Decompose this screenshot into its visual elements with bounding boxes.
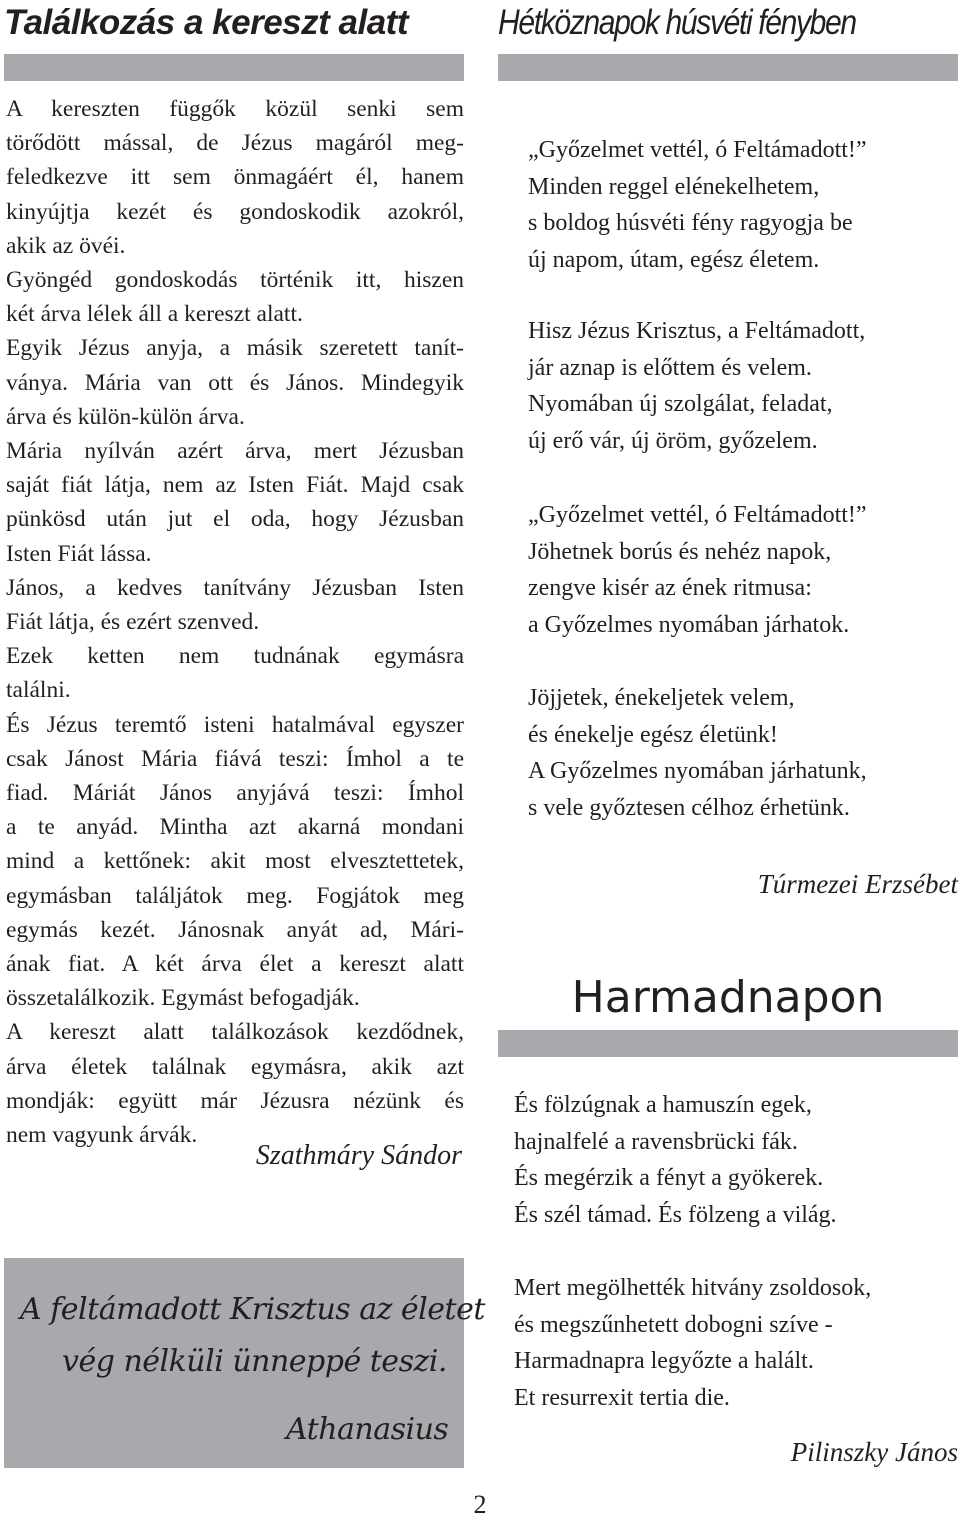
harmadnapon-title: Harmadnapon	[571, 972, 885, 1023]
poem-line: „Győzelmet vettél, ó Feltámadott!”	[528, 502, 867, 528]
quote-author: Athanasius	[286, 1412, 449, 1447]
body-line: Gyöngéd gondoskodás történik itt, hiszen	[6, 267, 464, 294]
quote-line-1: A feltámadott Krisztus az életet	[20, 1292, 485, 1327]
left-article-signature: Szathmáry Sándor	[255, 1140, 462, 1171]
body-line: És Jézus teremtő isteni hatalmával egyszer	[6, 711, 464, 738]
body-line: ványa. Mária van ott és János. Mindegyik	[6, 369, 464, 396]
body-line: kinyújtja kezét és gondoskodik azokról,	[6, 198, 464, 225]
poem-stanza	[514, 1087, 837, 1233]
poem-line: zengve kisér az ének ritmusa:	[528, 575, 812, 601]
poem-line: Nyomában új szolgálat, feladat,	[528, 391, 833, 417]
poem-stanza	[514, 1270, 871, 1416]
poem-line: Hisz Jézus Krisztus, a Feltámadott,	[528, 318, 866, 344]
poem-line: és énekelje egész életünk!	[528, 721, 778, 748]
poem-line: És fölzúgnak a hamuszín egek,	[514, 1092, 812, 1118]
harmadnapon-signature: Pilinszky János	[790, 1437, 958, 1467]
body-line: A kereszten függők közül senki sem	[6, 96, 464, 122]
poem-stanza	[528, 680, 867, 826]
poem-line: Jöjjetek, énekeljetek velem,	[528, 685, 795, 711]
poem-line: jár aznap is előttem és velem.	[528, 354, 812, 381]
body-line: mind a kettőnek: akit most elvesztettetek,	[6, 848, 464, 875]
poem-line: Mert megölhették hitvány zsoldosok,	[514, 1275, 872, 1301]
body-line: Fiát látja, és ezért szenved.	[6, 609, 260, 636]
body-line: ának fiat. A két árva élet a kereszt alatt	[6, 951, 464, 978]
body-line: összetalálkozik. Egymást befogadják.	[6, 985, 360, 1012]
poem-line: Minden reggel elénekelhetem,	[528, 173, 820, 200]
body-line: saját fiát látja, nem az Isten Fiát. Majd csak	[6, 472, 464, 499]
body-line: egymás kezét. Jánosnak anyát ad, Mári-	[6, 916, 464, 943]
poem-line: És megérzik a fényt a gyökerek.	[514, 1165, 824, 1191]
body-line: árva életek találnak egymásra, akik azt	[6, 1053, 464, 1080]
body-line: találni.	[6, 677, 71, 704]
poem-line: és megszűnhetett dobogni szíve -	[514, 1311, 833, 1338]
poem-stanza	[528, 313, 865, 459]
poem-line: Jöhetnek borús és nehéz napok,	[528, 538, 832, 565]
poem-line: hajnalfelé a ravensbrücki fák.	[514, 1128, 798, 1155]
body-line: akik az övéi.	[6, 232, 126, 259]
body-line: árva és külön-külön árva.	[6, 403, 245, 430]
body-line: Egyik Jézus anyja, a másik szeretett tanít-	[6, 335, 464, 362]
poem-line: s vele győztesen célhoz érhetünk.	[528, 794, 850, 821]
left-title-rule	[4, 54, 464, 81]
body-line: Ezek ketten nem tudnának egymásra	[6, 643, 464, 670]
right-title-rule	[498, 54, 958, 81]
body-line: János, a kedves tanítvány Jézusban Isten	[6, 574, 464, 601]
body-line: nem vagyunk árvák.	[6, 1122, 198, 1149]
poem-line: Et resurrexit tertia die.	[514, 1384, 730, 1411]
poem-stanza	[528, 497, 867, 643]
poem-line: „Győzelmet vettél, ó Feltámadott!”	[528, 137, 867, 163]
harmadnapon-title-rule	[498, 1030, 958, 1057]
body-line: fiad. Máriát János anyjává teszi: Ímhol	[6, 780, 464, 807]
right-poem-title: Hétköznapok húsvéti fényben	[498, 3, 856, 42]
poem-line: új erő vár, új öröm, győzelem.	[528, 427, 818, 454]
poem-line: A Győzelmes nyomában járhatunk,	[528, 758, 867, 784]
body-line: Mária nyílván azért árva, mert Jézusban	[6, 438, 464, 465]
body-line: törődött mással, de Jézus magáról meg-	[6, 130, 464, 157]
poem-line: új napom, útam, egész életem.	[528, 246, 820, 273]
body-line: mondják: együtt már Jézusra nézünk és	[6, 1087, 464, 1114]
poem-line: a Győzelmes nyomában járhatok.	[528, 611, 850, 638]
left-article-title: Találkozás a kereszt alatt	[4, 3, 408, 42]
body-line: A kereszt alatt találkozások kezdődnek,	[6, 1019, 464, 1046]
page-number: 2	[473, 1490, 487, 1519]
body-line: pünkösd után jut el oda, hogy Jézusban	[6, 506, 464, 533]
left-article-body	[6, 92, 464, 1152]
poem-stanza	[528, 132, 867, 278]
poem-line: És szél támad. És fölzeng a világ.	[514, 1201, 837, 1228]
poem-line: s boldog húsvéti fény ragyogja be	[528, 210, 853, 236]
body-line: egymásban találjátok meg. Fogjátok meg	[6, 882, 464, 909]
body-line: csak Jánost Mária fiává teszi: Ímhol a te	[6, 745, 464, 772]
poem-line: Harmadnapra legyőzte a halált.	[514, 1348, 814, 1374]
body-line: feledkezve itt sem önmagáért él, hanem	[6, 164, 464, 191]
quote-box	[4, 1258, 485, 1468]
body-line: a te anyád. Mintha azt akarná mondani	[6, 814, 464, 841]
body-line: két árva lélek áll a kereszt alatt.	[6, 301, 303, 328]
right-poem-signature: Túrmezei Erzsébet	[757, 869, 958, 899]
body-line: Isten Fiát lássa.	[6, 540, 152, 567]
quote-line-2: vég nélküli ünneppé teszi.	[62, 1344, 447, 1379]
